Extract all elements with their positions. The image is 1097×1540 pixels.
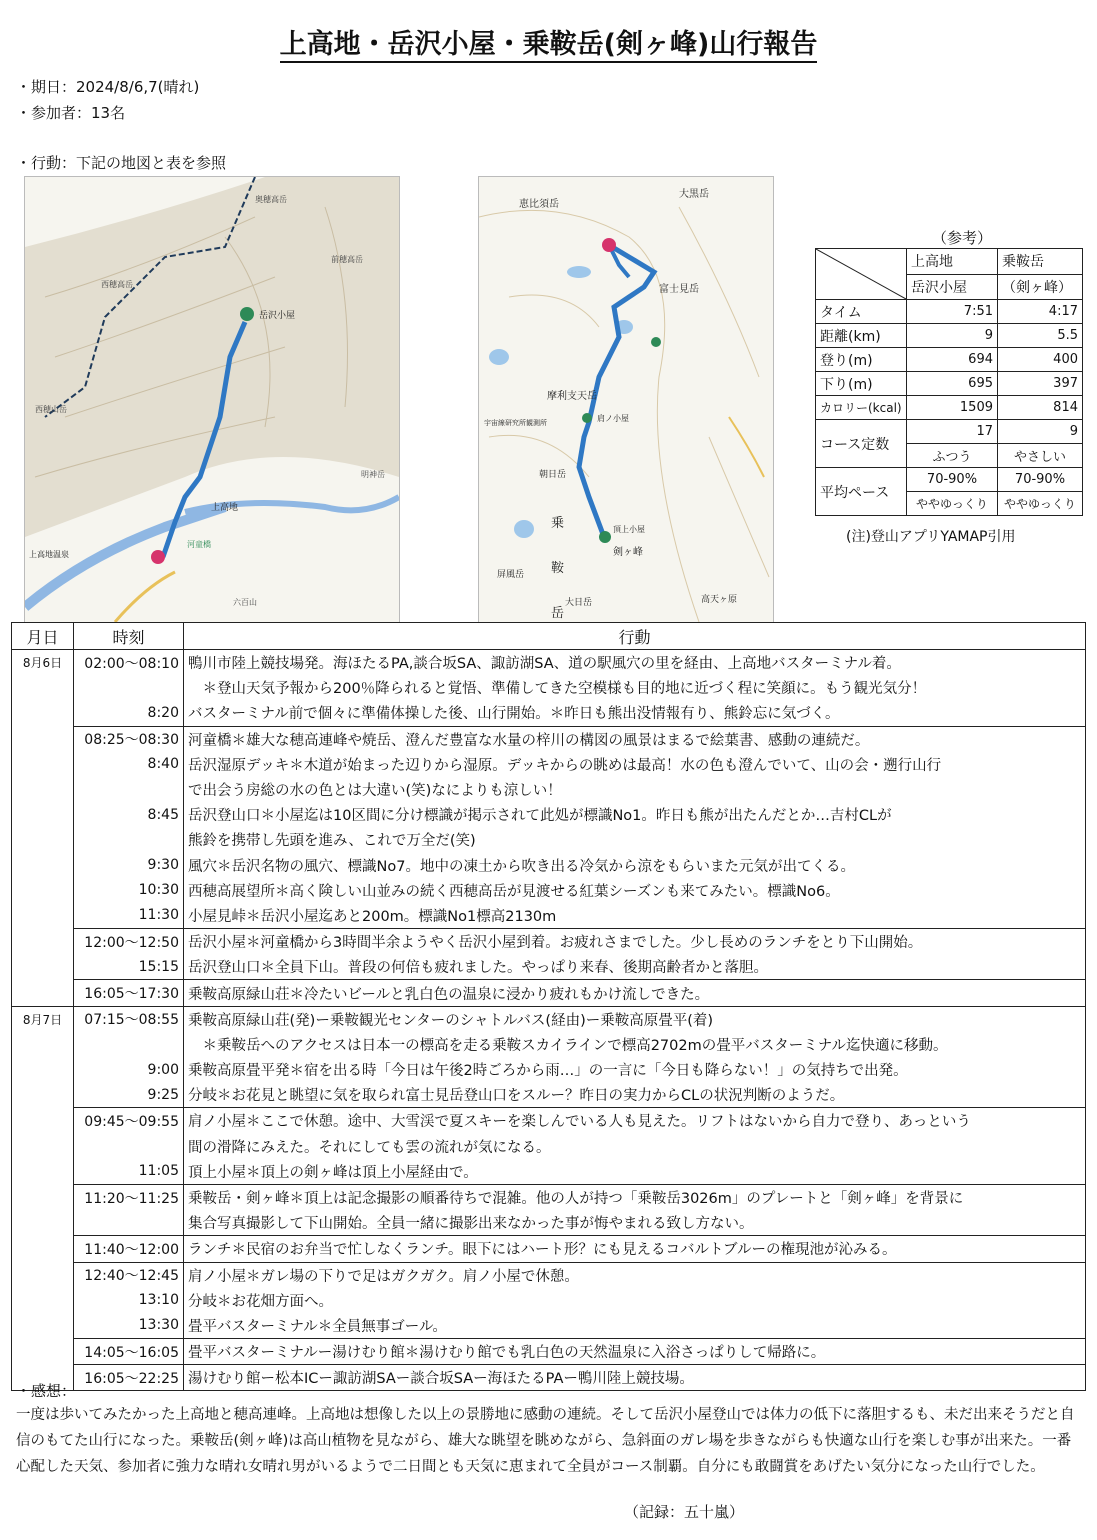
log-time: 12:40～12:45 — [74, 1262, 184, 1288]
map2-label-marishiten: 摩利支天岳 — [547, 391, 597, 402]
log-action: 岳沢登山口＊小屋迄は10区間に分け標識が掲示されて此処が標識No1。昨日も熊が出たんだとか…吉村CLが — [184, 802, 1086, 827]
log-row — [12, 777, 1086, 802]
reference-pace-desc-1: ややゆっくり — [907, 492, 998, 516]
log-row — [12, 1236, 1086, 1262]
reference-label-course: コース定数 — [816, 420, 907, 468]
map1-label-kamikochi: 上高地 — [211, 503, 239, 513]
log-row — [12, 1032, 1086, 1057]
log-action: 間の滑降にみえた。それにしても雲の流れが気になる。 — [184, 1134, 1086, 1159]
log-row — [12, 980, 1086, 1006]
log-row — [12, 675, 1086, 700]
map1-label-onsen: 上高地温泉 — [29, 550, 69, 559]
log-row — [12, 1108, 1086, 1134]
map2-label-katanokoya: 肩ノ小屋 — [597, 414, 629, 423]
log-time: 12:00～12:50 — [74, 929, 184, 955]
map2-label-kengamine: 剣ヶ峰 — [613, 547, 643, 558]
log-action: 分岐＊お花畑方面へ。 — [184, 1288, 1086, 1313]
log-row — [12, 726, 1086, 752]
participants-line: ・参加者：13名 — [16, 104, 126, 122]
log-row — [12, 853, 1086, 878]
log-row — [12, 878, 1086, 903]
log-row — [12, 650, 1086, 676]
reference-col2-head: 乗鞍岳 — [998, 249, 1083, 275]
log-time: 07:15～08:55 — [74, 1006, 184, 1032]
reference-course-desc-2: やさしい — [998, 444, 1083, 468]
log-time: 16:05～17:30 — [74, 980, 184, 1006]
map2-label-asahi: 朝日岳 — [539, 470, 567, 480]
log-time: 13:10 — [74, 1288, 184, 1313]
log-action: 河童橋＊雄大な穂高連峰や焼岳、澄んだ豊富な水量の梓川の構図の風景はまるで絵葉書、感動の連続だ。 — [184, 726, 1086, 752]
log-time — [74, 827, 184, 852]
log-row — [12, 1313, 1086, 1339]
log-action: 鴨川市陸上競技場発。海ほたるPA,談合坂SA、諏訪湖SA、道の駅風穴の里を経由、上高地バスターミナル着。 — [184, 650, 1086, 676]
page-title: 上高地・岳沢小屋・乗鞍岳(剣ヶ峰)山行報告 — [0, 22, 1097, 61]
log-row — [12, 1339, 1086, 1365]
reference-label-distance: 距離(km) — [816, 324, 907, 348]
reference-pace-1: 70-90% — [907, 468, 998, 492]
map1-label-hut: 岳沢小屋 — [259, 311, 296, 321]
log-time: 8:45 — [74, 802, 184, 827]
log-row — [12, 802, 1086, 827]
map-kamikochi — [24, 176, 400, 623]
log-row — [12, 1159, 1086, 1185]
date-line: ・期日：2024/8/6,7(晴れ) — [16, 78, 200, 96]
log-row — [12, 1082, 1086, 1108]
log-time: 08:25～08:30 — [74, 726, 184, 752]
map2-label-jou: 乗 — [551, 516, 565, 531]
log-row — [12, 700, 1086, 726]
record-signature: （記録：五十嵐） — [624, 1503, 745, 1521]
reference-label-ascent: 登り(m) — [816, 348, 907, 372]
map2-label-fujimi: 富士見岳 — [659, 284, 699, 295]
log-time: 8:40 — [74, 752, 184, 777]
reference-label-descent: 下り(m) — [816, 372, 907, 396]
map2-label-dainichi: 大日岳 — [565, 598, 593, 608]
map1-label-maehotaka: 前穂高岳 — [331, 255, 363, 264]
map2-label-observatory: 宇宙線研究所観測所 — [484, 419, 547, 427]
log-time: 11:40～12:00 — [74, 1236, 184, 1262]
reference-table — [815, 248, 1083, 516]
log-row — [12, 1134, 1086, 1159]
action-line: ・行動：下記の地図と表を参照 — [16, 154, 227, 172]
map1-label-roppyaku: 六百山 — [233, 598, 257, 607]
reference-time-1: 7:51 — [907, 300, 998, 324]
reference-note: (注)登山アプリYAMAP引用 — [846, 529, 1016, 545]
log-time: 9:30 — [74, 853, 184, 878]
reference-descent-2: 397 — [998, 372, 1083, 396]
log-row — [12, 954, 1086, 980]
log-row — [12, 1262, 1086, 1288]
map2-label-kura: 鞍 — [551, 561, 565, 576]
log-time: 11:30 — [74, 903, 184, 929]
log-action: 西穂高展望所＊高く険しい山並みの続く西穂高岳が見渡せる紅葉シーズンも来てみたい。標識No6。 — [184, 878, 1086, 903]
log-row — [12, 1288, 1086, 1313]
map2-label-takamagahara: 高天ヶ原 — [701, 595, 738, 605]
reference-calorie-1: 1509 — [907, 396, 998, 420]
log-action: 小屋見峠＊岳沢小屋迄あと200m。標識No1標高2130m — [184, 903, 1086, 929]
reference-label-pace: 平均ペース — [816, 468, 907, 516]
log-row — [12, 903, 1086, 929]
reference-course-1: 17 — [907, 420, 998, 444]
log-time: 11:05 — [74, 1159, 184, 1185]
reference-ascent-2: 400 — [998, 348, 1083, 372]
log-action: 乗鞍高原緑山荘＊冷たいビールと乳白色の温泉に浸かり疲れもかけ流しできた。 — [184, 980, 1086, 1006]
log-action: 畳平バスターミナル＊全員無事ゴール。 — [184, 1313, 1086, 1339]
log-row — [12, 827, 1086, 852]
reference-col1-head: 上高地 — [907, 249, 998, 275]
reference-pace-2: 70-90% — [998, 468, 1083, 492]
log-action: 岳沢登山口＊全員下山。普段の何倍も疲れました。やっぱり来春、後期高齢者かと落胆。 — [184, 954, 1086, 980]
log-action: ＊登山天気予報から200％降られると覚悟、準備してきた空模様も目的地に近づく程に笑顔に。もう観光気分！ — [184, 675, 1086, 700]
map2-label-daikoku: 大黒岳 — [679, 189, 709, 200]
log-time — [74, 1134, 184, 1159]
map1-label-myojin: 明神岳 — [361, 470, 385, 479]
log-row — [12, 1210, 1086, 1236]
log-action: 乗鞍岳・剣ヶ峰＊頂上は記念撮影の順番待ちで混雑。他の人が持つ「乗鞍岳3026m」のプレートと「剣ヶ峰」を背景に — [184, 1184, 1086, 1210]
log-time: 8:20 — [74, 700, 184, 726]
map1-label-nishihotakayama: 西穂山岳 — [35, 405, 67, 414]
log-header-action: 行動 — [184, 623, 1086, 650]
log-row — [12, 1365, 1086, 1391]
reference-col1-sub: 岳沢小屋 — [907, 274, 998, 300]
map2-label-chojo: 頂上小屋 — [613, 525, 645, 534]
log-row — [12, 1184, 1086, 1210]
log-time: 10:30 — [74, 878, 184, 903]
log-time: 13:30 — [74, 1313, 184, 1339]
log-date: 8月7日 — [12, 1006, 74, 1391]
log-row — [12, 1057, 1086, 1082]
log-row — [12, 1006, 1086, 1032]
log-body — [12, 650, 1086, 1391]
log-time — [74, 675, 184, 700]
log-action: 乗鞍高原緑山荘(発)ー乗鞍観光センターのシャトルバス(経由)ー乗鞍高原畳平(着) — [184, 1006, 1086, 1032]
log-action: 乗鞍高原畳平発＊宿を出る時「今日は午後2時ごろから雨…」の一言に「今日も降らない！」の気持ちで出発。 — [184, 1057, 1086, 1082]
map-norikura — [478, 176, 774, 623]
log-action: 岳沢小屋＊河童橋から3時間半余ようやく岳沢小屋到着。お疲れさまでした。少し長めのランチをとり下山開始。 — [184, 929, 1086, 955]
log-time: 02:00～08:10 — [74, 650, 184, 676]
log-time — [74, 1032, 184, 1057]
log-action: 湯けむり館ー松本ICー諏訪湖SAー談合坂SAー海ほたるPAー鴨川陸上競技場。 — [184, 1365, 1086, 1391]
log-time: 9:25 — [74, 1082, 184, 1108]
reference-corner — [816, 249, 907, 300]
activity-log-table — [11, 622, 1086, 1391]
log-action: ＊乗鞍岳へのアクセスは日本一の標高を走る乗鞍スカイラインで標高2702mの畳平バスターミナル迄快適に移動。 — [184, 1032, 1086, 1057]
map1-label-okuhotaka: 奥穂高岳 — [255, 195, 287, 204]
reference-distance-1: 9 — [907, 324, 998, 348]
log-action: 風穴＊岳沢名物の風穴、標識No7。地中の凍土から吹き出る冷気から涼をもらいまた元気が出てくる。 — [184, 853, 1086, 878]
map1-label-nishihotaka: 西穂高岳 — [101, 280, 133, 289]
impressions-label: ・感想： — [16, 1382, 77, 1400]
log-action: ランチ＊民宿のお弁当で忙しなくランチ。眼下にはハート形？にも見えるコバルトブルーの権現池が沁みる。 — [184, 1236, 1086, 1262]
log-header-time: 時刻 — [74, 623, 184, 650]
map1-label-kappa: 河童橋 — [187, 540, 211, 549]
log-time: 9:00 — [74, 1057, 184, 1082]
map2-label-ebisu: 恵比須岳 — [519, 199, 559, 210]
log-row — [12, 929, 1086, 955]
reference-pace-desc-2: ややゆっくり — [998, 492, 1083, 516]
log-action: 集合写真撮影して下山開始。全員一緒に撮影出来なかった事が悔やまれる致し方ない。 — [184, 1210, 1086, 1236]
log-action: 肩ノ小屋＊ガレ場の下りで足はガクガク。肩ノ小屋で休憩。 — [184, 1262, 1086, 1288]
log-action: 頂上小屋＊頂上の剣ヶ峰は頂上小屋経由で。 — [184, 1159, 1086, 1185]
map2-label-byobu: 屏風岳 — [497, 570, 525, 580]
log-time — [74, 777, 184, 802]
reference-col2-sub: （剣ヶ峰） — [998, 274, 1083, 300]
log-time: 15:15 — [74, 954, 184, 980]
log-row — [12, 752, 1086, 777]
reference-course-desc-1: ふつう — [907, 444, 998, 468]
log-action: 分岐＊お花見と眺望に気を取られ富士見岳登山口をスルー？昨日の実力からCLの状況判断のようだ。 — [184, 1082, 1086, 1108]
log-action: 岳沢湿原デッキ＊木道が始まった辺りから湿原。デッキからの眺めは最高！水の色も澄んでいて、山の会・遡行山行 — [184, 752, 1086, 777]
reference-calorie-2: 814 — [998, 396, 1083, 420]
reference-time-2: 4:17 — [998, 300, 1083, 324]
reference-caption: （参考） — [932, 229, 993, 247]
reference-label-time: タイム — [816, 300, 907, 324]
map2-label-dake: 岳 — [551, 606, 565, 621]
log-action: 肩ノ小屋＊ここで休憩。途中、大雪渓で夏スキーを楽しんでいる人も見えた。リフトはないから自力で登り、あっという — [184, 1108, 1086, 1134]
reference-ascent-1: 694 — [907, 348, 998, 372]
log-header-date: 月日 — [12, 623, 74, 650]
log-time — [74, 1210, 184, 1236]
log-time: 11:20～11:25 — [74, 1184, 184, 1210]
reference-distance-2: 5.5 — [998, 324, 1083, 348]
log-action: で出会う房総の水の色とは大違い(笑)なによりも涼しい！ — [184, 777, 1086, 802]
log-time: 16:05～22:25 — [74, 1365, 184, 1391]
impressions-text: 一度は歩いてみたかった上高地と穂高連峰。上高地は想像した以上の景勝地に感動の連続。そして岳沢小屋登山では体力の低下に落胆するも、未だ出来そうだと自信のもてた山行になった。乗鞍岳(剣ヶ峰)は高山植物を見ながら、雄大な眺望を眺めながら、急斜面のガレ場を歩きながらも快適な山行を楽しむ事が出来た。一番心配した天気、参加者に強力な晴れ女晴れ男がいるようで二日間とも天気に恵まれて全員がコース制覇。自分にも敢闘賞をあげたい気分になった山行でした。 — [16, 1407, 1075, 1475]
log-time: 14:05～16:05 — [74, 1339, 184, 1365]
log-action: 熊鈴を携帯し先頭を進み、これで万全だ(笑) — [184, 827, 1086, 852]
log-time: 09:45～09:55 — [74, 1108, 184, 1134]
log-date: 8月6日 — [12, 650, 74, 1007]
reference-course-2: 9 — [998, 420, 1083, 444]
reference-descent-1: 695 — [907, 372, 998, 396]
reference-label-calorie: カロリー(kcal) — [816, 396, 907, 420]
log-action: バスターミナル前で個々に準備体操した後、山行開始。＊昨日も熊出没情報有り、熊鈴忘に気づく。 — [184, 700, 1086, 726]
log-action: 畳平バスターミナルー湯けむり館＊湯けむり館でも乳白色の天然温泉に入浴さっぱりして帰路に。 — [184, 1339, 1086, 1365]
